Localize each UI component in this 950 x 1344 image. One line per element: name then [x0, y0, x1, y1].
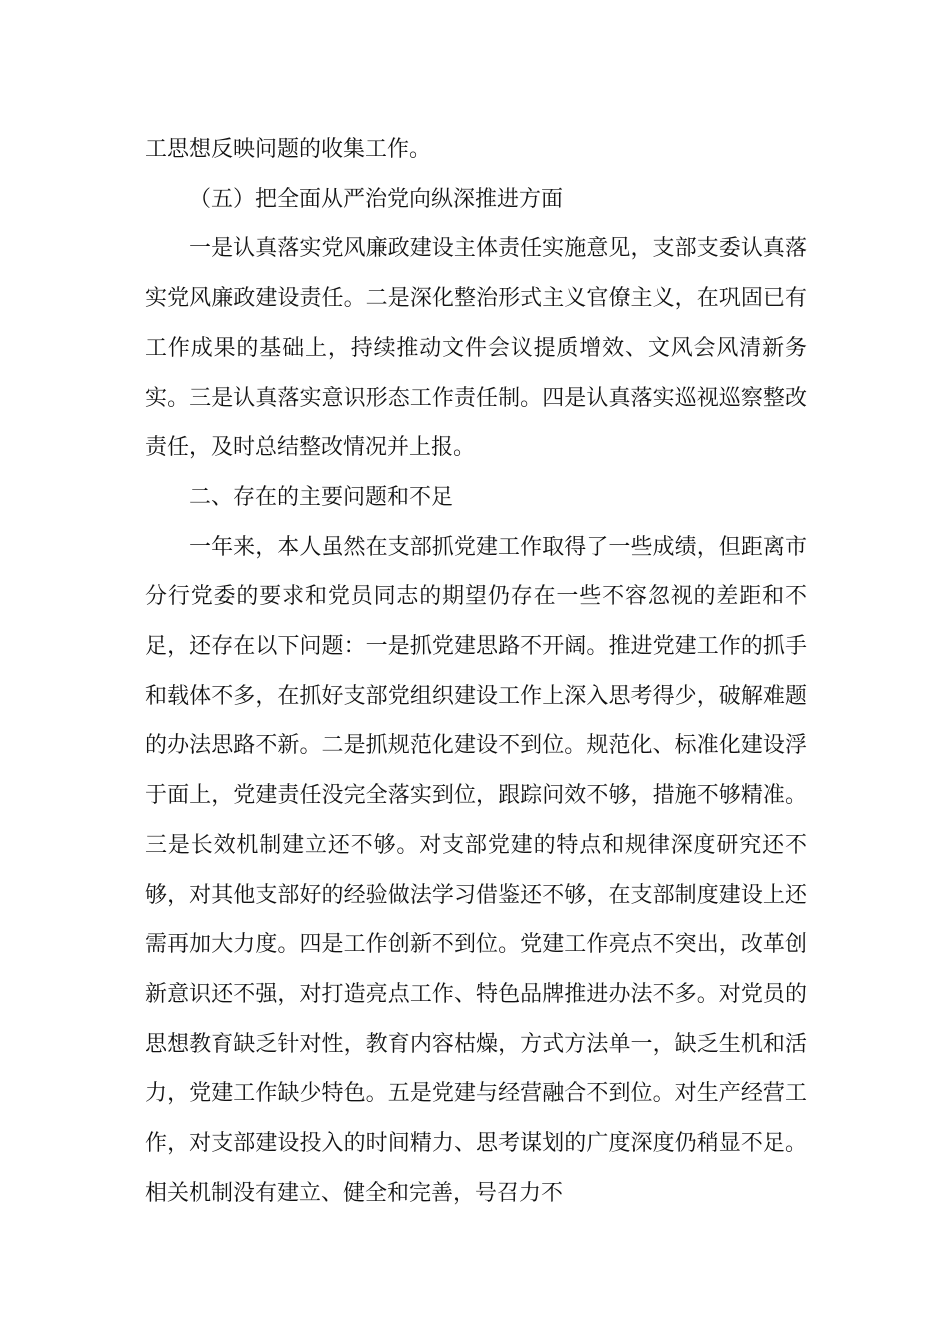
paragraph-party-discipline: 一是认真落实党风廉政建设主体责任实施意见，支部支委认真落实党风廉政建设责任。二是深化整治形式主义官僚主义，在巩固已有工作成果的基础上，持续推动文件会议提质增效、文风会风清新务实。三是认真落实意识形态工作责任制。四是认真落实巡视巡察整改责任，及时总结整改情况并上报。 [145, 236, 807, 461]
paragraph-problems: 一年来，本人虽然在支部抓党建工作取得了一些成绩，但距离市分行党委的要求和党员同志的期望仍存在一些不容忽视的差距和不足，还存在以下问题：一是抓党建思路不开阔。推进党建工作的抓手和载体不多，在抓好支部党组织建设工作上深入思考得少，破解难题的办法思路不新。二是抓规范化建设不到位。规范化、标准化建设浮于面上，党建责任没完全落实到位，跟踪问效不够，措施不够精准。三是长效机制建立还不够。对支部党建的特点和规律深度研究还不够，对其他支部好的经验做法学习借鉴还不够，在支部制度建设上还需再加大力度。四是工作创新不到位。党建工作亮点不突出，改革创新意识还不强，对打造亮点工作、特色品牌推进办法不多。对党员的思想教育缺乏针对性，教育内容枯燥，方式方法单一，缺乏生机和活力，党建工作缺少特色。五是党建与经营融合不到位。对生产经营工作，对支部建设投入的时间精力、思考谋划的广度深度仍稍显不足。相关机制没有建立、健全和完善，号召力不 [145, 534, 807, 1206]
section-heading-five: （五）把全面从严治党向纵深推进方面 [189, 186, 564, 212]
document-body [145, 125, 807, 1218]
paragraph-continuation: 工思想反映问题的收集工作。 [145, 137, 432, 162]
section-heading-problems: 二、存在的主要问题和不足 [189, 484, 454, 510]
